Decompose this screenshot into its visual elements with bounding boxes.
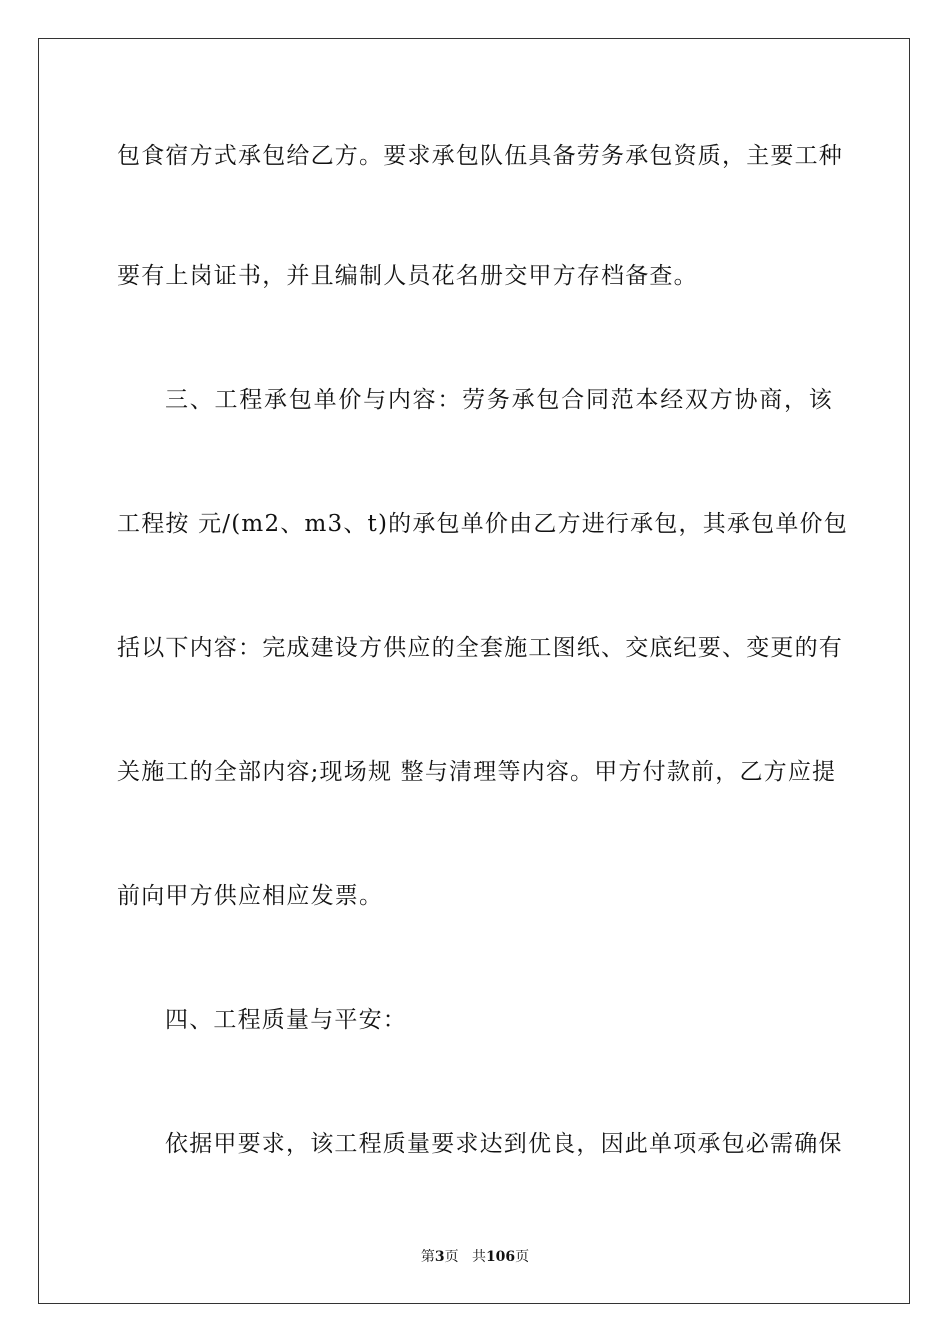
body-line-4: 工程按 元/(m2、m3、t)的承包单价由乙方进行承包，其承包单价包 bbox=[117, 511, 848, 537]
section-four-heading: 四、工程质量与平安： bbox=[165, 1007, 407, 1033]
body-line-9: 依据甲要求，该工程质量要求达到优良，因此单项承包必需确保 bbox=[165, 1131, 843, 1157]
footer-page-suffix: 页 bbox=[444, 1249, 459, 1265]
body-line-7: 前向甲方供应相应发票。 bbox=[117, 883, 384, 909]
footer-page-number: 3 bbox=[434, 1249, 445, 1265]
body-line-6: 关施工的全部内容;现场规 整与清理等内容。甲方付款前，乙方应提 bbox=[117, 759, 837, 785]
page-footer bbox=[0, 1247, 950, 1267]
footer-total-prefix: 共 bbox=[471, 1249, 486, 1265]
footer-prefix: 第 bbox=[420, 1249, 435, 1265]
footer-total-pages: 106 bbox=[485, 1249, 516, 1265]
body-line-2: 要有上岗证书，并且编制人员花名册交甲方存档备查。 bbox=[117, 263, 698, 289]
section-three-heading-line: 三、工程承包单价与内容：劳务承包合同范本经双方协商，该 bbox=[165, 387, 833, 413]
page-frame bbox=[38, 38, 910, 1304]
body-line-5: 括以下内容：完成建设方供应的全套施工图纸、交底纪要、变更的有 bbox=[117, 635, 843, 661]
body-line-1: 包食宿方式承包给乙方。要求承包队伍具备劳务承包资质，主要工种 bbox=[117, 143, 843, 169]
footer-total-suffix: 页 bbox=[515, 1249, 530, 1265]
